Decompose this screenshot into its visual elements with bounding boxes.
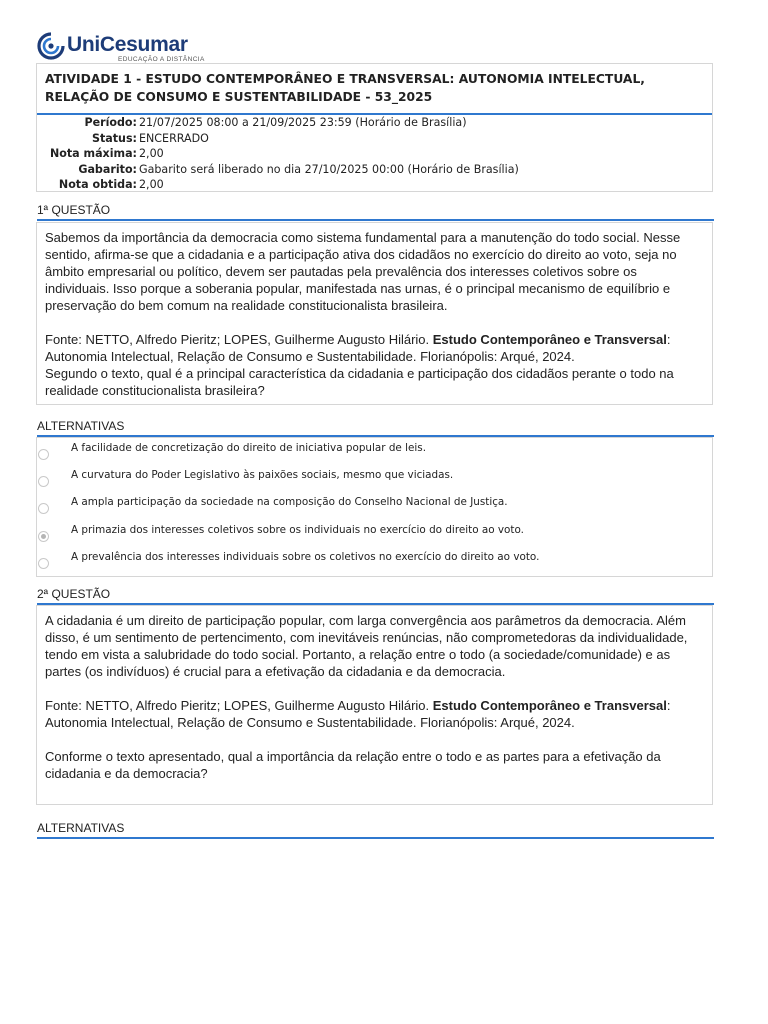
radio-button[interactable] [38, 503, 49, 514]
radio-button[interactable] [38, 558, 49, 569]
question-text: A cidadania é um direito de participação popular, com larga convergência aos parâmetros da democracia. Além disso, é um sentimento de pertencimento, com inevitáveis renúncias, não comprometedoras da individualidade, tendo em vista a salubridade do todo social. Portanto, a relação entre o todo (a sociedade/comunidade) e as partes (os indivíduos) é crucial para a efetivação da cidadania e da democracia. [45, 613, 688, 679]
activity-header [36, 63, 713, 192]
source-book-title: Estudo Contemporâneo e Transversal [432, 332, 667, 347]
info-value: 2,00 [139, 178, 164, 192]
brand-name: UniCesumar [67, 33, 188, 56]
alternative-option-a[interactable] [37, 438, 712, 465]
unicesumar-logo-icon [35, 31, 67, 61]
activity-info [37, 115, 712, 193]
info-label: Nota obtida: [58, 178, 137, 192]
info-value: Gabarito será liberado no dia 27/10/2025 00:00 (Horário de Brasília) [139, 162, 519, 176]
question-text: Sabemos da importância da democracia como sistema fundamental para a manutenção do todo social. Nesse sentido, afirma-se que a cidadania e a participação ativa dos cidadãos no exercício do direito ao voto, seja no âmbito empresarial ou político, devem ser pautadas pela prevalência dos interesses coletivos sobre os individuais. Isso porque a soberania popular, manifestada nas urnas, é o principal mecanismo de equilíbrio e preservação do bem comum na realidade constitucionalista brasileira. [45, 230, 681, 313]
alternative-text: A curvatura do Poder Legislativo às paixões sociais, mesmo que viciadas. [71, 469, 454, 482]
alternative-text: A ampla participação da sociedade na composição do Conselho Nacional de Justiça. [71, 496, 508, 509]
question-heading-text: 2ª QUESTÃO [37, 587, 111, 601]
alternative-text: A prevalência dos interesses individuais sobre os coletivos no exercício do direito ao voto. [71, 550, 540, 563]
question-1-heading [37, 203, 714, 221]
brand-tagline: EDUCAÇÃO A DISTÂNCIA [118, 56, 205, 63]
heading-divider [37, 219, 714, 221]
question-2-statement [36, 605, 713, 805]
radio-button-selected[interactable] [38, 531, 49, 542]
question-prompt: Segundo o texto, qual é a principal característica da cidadania e participação dos cidadãos perante o todo na realidade constitucionalista brasileira? [45, 366, 674, 398]
info-label: Nota máxima: [49, 147, 137, 161]
heading-divider [37, 837, 714, 839]
info-row-gabarito [37, 162, 712, 178]
alternatives-heading-text: ALTERNATIVAS [37, 821, 125, 835]
question-source: Fonte: NETTO, Alfredo Pieritz; LOPES, Guilherme Augusto Hilário. Estudo Contemporâneo e Transversal: Autonomia Intelectual, Relação de Consumo e Sustentabilidade. Florianópolis: Arqué, 2024. [45, 698, 671, 730]
question-1-statement [36, 222, 713, 405]
info-row-nota-maxima [37, 146, 712, 162]
radio-button[interactable] [38, 476, 49, 487]
activity-title: ATIVIDADE 1 - ESTUDO CONTEMPORÂNEO E TRANSVERSAL: AUTONOMIA INTELECTUAL, RELAÇÃO DE CONSUMO E SUSTENTABILIDADE - 53_2025 [45, 72, 645, 104]
info-label: Período: [84, 116, 137, 129]
alternatives-2-heading [37, 821, 714, 839]
info-value: 21/07/2025 08:00 a 21/09/2025 23:59 (Horário de Brasília) [139, 116, 467, 129]
question-prompt: Conforme o texto apresentado, qual a importância da relação entre o todo e as partes para a efetivação da cidadania e da democracia? [45, 749, 661, 781]
info-value: 2,00 [139, 147, 164, 161]
alternative-option-e[interactable] [37, 547, 712, 574]
info-label: Gabarito: [78, 162, 137, 176]
source-book-title: Estudo Contemporâneo e Transversal [432, 698, 667, 713]
alternative-text: A primazia dos interesses coletivos sobre os individuais no exercício do direito ao voto. [71, 523, 524, 536]
info-row-status [37, 131, 712, 147]
alternatives-heading-text: ALTERNATIVAS [37, 419, 125, 433]
alternatives-1-heading [37, 419, 714, 437]
alternative-option-b[interactable] [37, 465, 712, 492]
alternative-option-c[interactable] [37, 492, 712, 519]
question-source: Fonte: NETTO, Alfredo Pieritz; LOPES, Guilherme Augusto Hilário. Estudo Contemporâneo e Transversal: Autonomia Intelectual, Relação de Consumo e Sustentabilidade. Florianópolis: Arqué, 2024. [45, 332, 671, 364]
unicesumar-logo [35, 31, 215, 65]
question-2-heading [37, 587, 714, 605]
radio-button[interactable] [38, 449, 49, 460]
question-heading-text: 1ª QUESTÃO [37, 203, 111, 217]
alternative-option-d[interactable] [37, 520, 712, 547]
alternatives-1-list [36, 437, 713, 577]
info-label: Status: [91, 131, 137, 145]
info-row-periodo [37, 115, 712, 131]
alternative-text: A facilidade de concretização do direito de iniciativa popular de leis. [71, 442, 427, 454]
info-row-nota-obtida [37, 177, 712, 193]
info-value: ENCERRADO [139, 131, 209, 145]
